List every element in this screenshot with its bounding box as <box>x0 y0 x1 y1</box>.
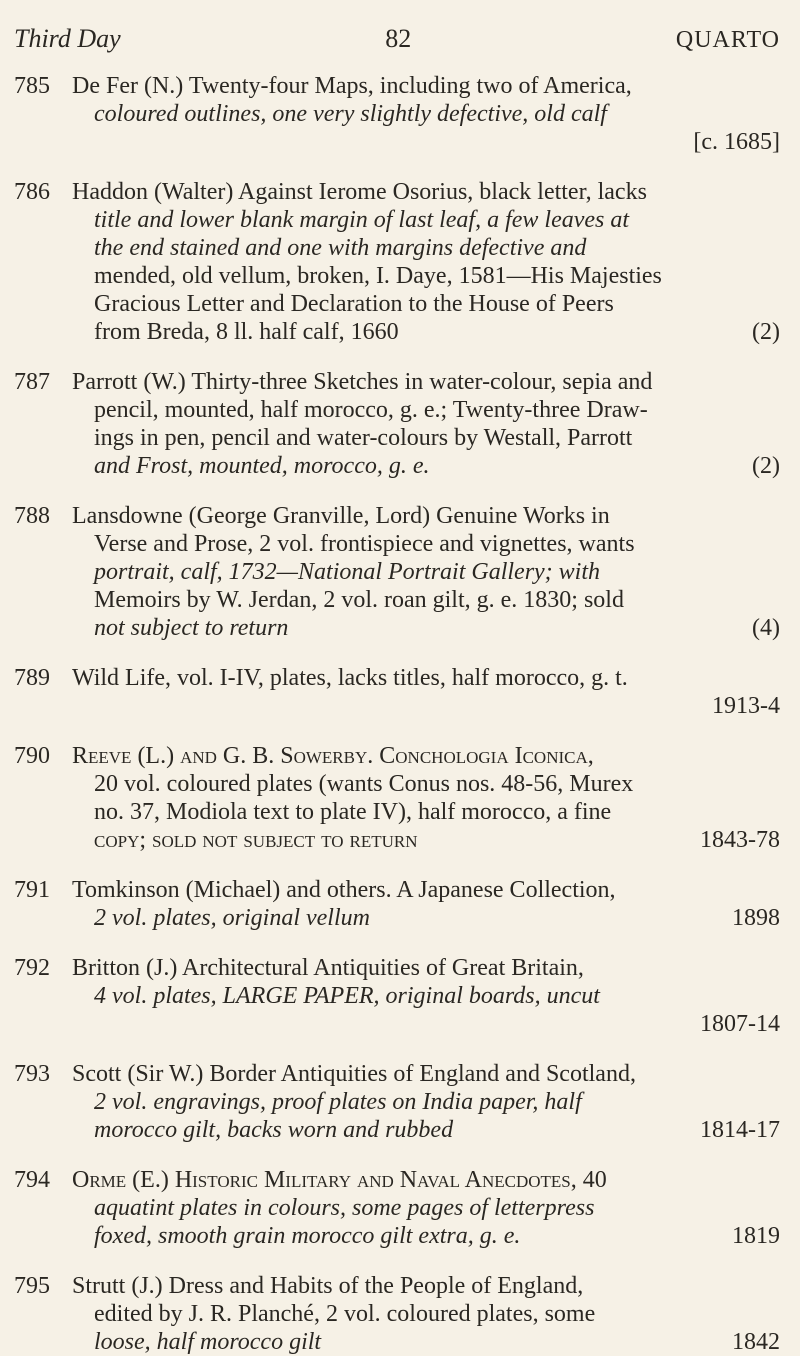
lot-number: 787 <box>14 369 50 395</box>
page-header <box>14 24 780 54</box>
lot-date: 1898 <box>732 905 780 931</box>
lot-line: no. 37, Modiola text to plate IV), half morocco, a fine <box>94 799 612 825</box>
format-label: QUARTO <box>675 27 780 53</box>
lot-number: 793 <box>14 1061 50 1087</box>
lot-line: Gracious Letter and Declaration to the House of Peers <box>94 291 614 317</box>
lot-line: De Fer (N.) Twenty-four Maps, including two of America, <box>72 73 632 99</box>
lot-line: Wild Life, vol. I-IV, plates, lacks titles, half morocco, g. t. <box>72 665 628 691</box>
lot-entry <box>14 502 780 642</box>
lot-entry <box>14 1272 780 1356</box>
page-number: 82 <box>385 24 412 53</box>
lot-date: 1913-4 <box>712 693 780 719</box>
lot-quantity: (2) <box>752 453 780 479</box>
lot-entry <box>14 664 780 720</box>
lot-line: 4 vol. plates, LARGE PAPER, original boards, uncut <box>94 983 600 1009</box>
lot-entry <box>14 954 780 1038</box>
lot-number: 794 <box>14 1167 50 1193</box>
lot-line: Orme (E.) Historic Military and Naval Anecdotes, 40 <box>72 1167 607 1193</box>
lot-line: the end stained and one with margins defective and <box>94 235 587 261</box>
lot-number: 789 <box>14 665 50 691</box>
lot-line: Haddon (Walter) Against Ierome Osorius, black letter, lacks <box>72 179 647 205</box>
lot-line: portrait, calf, 1732—National Portrait Gallery; with <box>94 559 601 585</box>
lot-date: 1819 <box>732 1223 780 1249</box>
lot-number: 788 <box>14 503 50 529</box>
day-label: Third Day <box>14 24 121 53</box>
lot-date: 1843-78 <box>700 827 780 853</box>
lot-line: mended, old vellum, broken, I. Daye, 1581—His Majesties <box>94 263 662 289</box>
lot-date: 1842 <box>732 1329 780 1355</box>
lot-line: Memoirs by W. Jerdan, 2 vol. roan gilt, g. e. 1830; sold <box>94 587 624 613</box>
lot-line: Tomkinson (Michael) and others. A Japanese Collection, <box>72 877 616 903</box>
lot-line: Reeve (L.) and G. B. Sowerby. Conchologia Iconica, <box>72 743 594 769</box>
lot-date: 1814-17 <box>700 1117 780 1143</box>
lot-number: 792 <box>14 955 50 981</box>
lot-line: foxed, smooth grain morocco gilt extra, g. e. 1819 <box>94 1223 780 1249</box>
lot-line: 20 vol. coloured plates (wants Conus nos. 48-56, Murex <box>94 771 634 797</box>
lot-line: ings in pen, pencil and water-colours by Westall, Parrott <box>94 425 633 451</box>
lot-line: coloured outlines, one very slightly defective, old calf <box>94 101 607 127</box>
lot-line: Lansdowne (George Granville, Lord) Genuine Works in <box>72 503 610 529</box>
lot-number: 795 <box>14 1273 50 1299</box>
lot-line: Parrott (W.) Thirty-three Sketches in water-colour, sepia and <box>72 369 653 395</box>
lot-line: from Breda, 8 ll. half calf, 1660 (2) <box>94 319 780 345</box>
lot-quantity: (4) <box>752 615 780 641</box>
lot-date: 1807-14 <box>700 1011 780 1037</box>
lot-line: loose, half morocco gilt 1842 <box>94 1329 780 1355</box>
lot-line: and Frost, mounted, morocco, g. e. (2) <box>94 453 780 479</box>
lot-line: Strutt (J.) Dress and Habits of the People of England, <box>72 1273 584 1299</box>
lot-line: Verse and Prose, 2 vol. frontispiece and vignettes, wants <box>94 531 635 557</box>
lot-entry <box>14 876 780 932</box>
lot-line: Britton (J.) Architectural Antiquities of Great Britain, <box>72 955 584 981</box>
lot-number: 791 <box>14 877 50 903</box>
lot-number: 786 <box>14 179 50 205</box>
lot-entry <box>14 742 780 854</box>
lot-entry <box>14 1166 780 1250</box>
lot-line: edited by J. R. Planché, 2 vol. coloured plates, some <box>94 1301 596 1327</box>
lot-line: pencil, mounted, half morocco, g. e.; Twenty-three Draw- <box>94 397 648 423</box>
lot-line: not subject to return (4) <box>94 615 780 641</box>
lot-number: 790 <box>14 743 50 769</box>
lot-line: title and lower blank margin of last leaf, a few leaves at <box>94 207 630 233</box>
lot-entry <box>14 178 780 346</box>
lot-line: morocco gilt, backs worn and rubbed 1814-17 <box>94 1117 780 1143</box>
lot-line: aquatint plates in colours, some pages of letterpress <box>94 1195 595 1221</box>
lot-date: [c. 1685] <box>693 129 780 155</box>
lot-quantity: (2) <box>752 319 780 345</box>
lot-entry <box>14 1060 780 1144</box>
lot-line: 2 vol. engravings, proof plates on India paper, half <box>94 1089 582 1115</box>
lot-line: copy; sold not subject to return 1843-78 <box>94 827 780 853</box>
lot-line: 2 vol. plates, original vellum 1898 <box>94 905 780 931</box>
lot-list <box>14 72 780 1356</box>
lot-entry <box>14 368 780 480</box>
lot-line: Scott (Sir W.) Border Antiquities of England and Scotland, <box>72 1061 636 1087</box>
lot-number: 785 <box>14 73 50 99</box>
lot-entry <box>14 72 780 156</box>
